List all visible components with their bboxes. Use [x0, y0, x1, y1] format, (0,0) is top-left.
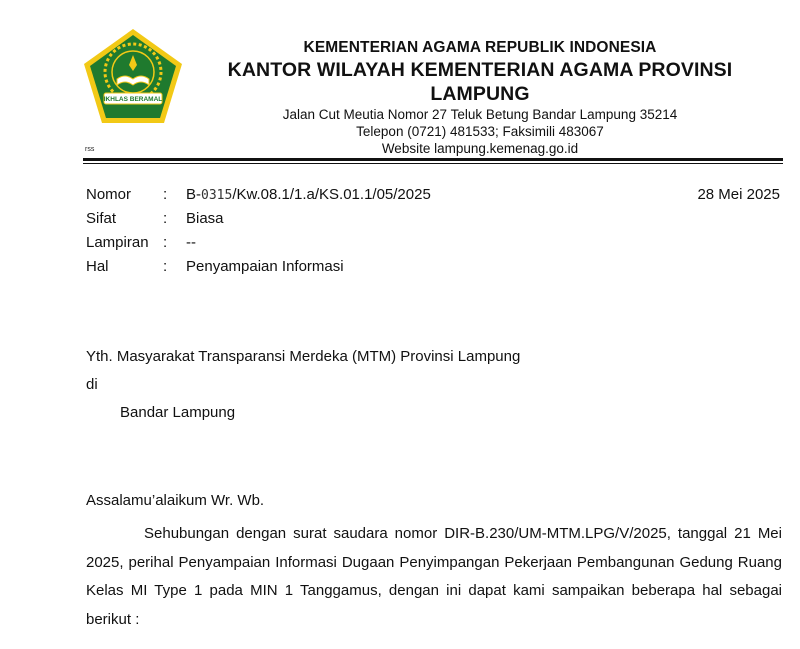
sifat-label: Sifat	[86, 210, 117, 227]
lampiran-colon: :	[163, 234, 168, 251]
hal-label: Hal	[86, 258, 109, 275]
letter-date: 28 Mei 2025	[697, 186, 780, 203]
sifat-value: Biasa	[186, 210, 224, 227]
nomor-prefix: B-	[186, 186, 201, 203]
letterhead-rule-thick	[83, 158, 783, 161]
hal-colon: :	[163, 258, 168, 275]
kemenag-logo	[80, 27, 186, 127]
letterhead-rule-thin	[83, 163, 783, 164]
office-address: Jalan Cut Meutia Nomor 27 Teluk Betung Bandar Lampung 35214	[282, 107, 678, 122]
logo-banner-text: IKHLAS BERAMAL	[103, 96, 163, 103]
office-phone: Telepon (0721) 481533; Faksimili 483067	[356, 124, 604, 139]
recipient-city: Bandar Lampung	[120, 404, 236, 421]
hal-value: Penyampaian Informasi	[186, 258, 344, 275]
nomor-label: Nomor	[86, 186, 132, 203]
lampiran-value: --	[186, 234, 196, 251]
recipient-block	[86, 343, 520, 427]
nomor-value	[186, 183, 431, 208]
body-paragraph	[86, 520, 782, 634]
nomor-colon: :	[163, 186, 168, 203]
ministry-name: KEMENTERIAN AGAMA REPUBLIK INDONESIA	[303, 39, 657, 56]
nomor-number: 0315	[201, 188, 233, 203]
body-paragraph-text: Sehubungan dengan surat saudara nomor DIR-B.230/UM-MTM.LPG/V/2025, tanggal 21 Mei 2025, perihal Penyampaian Informasi Dugaan Penyimpangan Pekerjaan Pembangunan Gedung Ruang Kelas MI Type 1 pada MIN 1 Tanggamus, dengan ini dapat kami sampaikan beberapa hal sebagai berikut :	[86, 525, 782, 628]
sifat-colon: :	[163, 210, 168, 227]
letterhead	[190, 38, 770, 157]
nomor-suffix: /Kw.08.1/1.a/KS.01.1/05/2025	[232, 186, 431, 203]
recipient-preposition: di	[86, 376, 98, 393]
lampiran-label: Lampiran	[86, 234, 149, 251]
greeting: Assalamu’alaikum Wr. Wb.	[86, 492, 265, 509]
office-website: Website lampung.kemenag.go.id	[381, 141, 579, 156]
office-name: KANTOR WILAYAH KEMENTERIAN AGAMA PROVINSI LAMPUNG	[227, 59, 733, 105]
rss-mark: rss	[85, 146, 95, 153]
recipient-name: Yth. Masyarakat Transparansi Merdeka (MTM) Provinsi Lampung	[86, 348, 521, 365]
